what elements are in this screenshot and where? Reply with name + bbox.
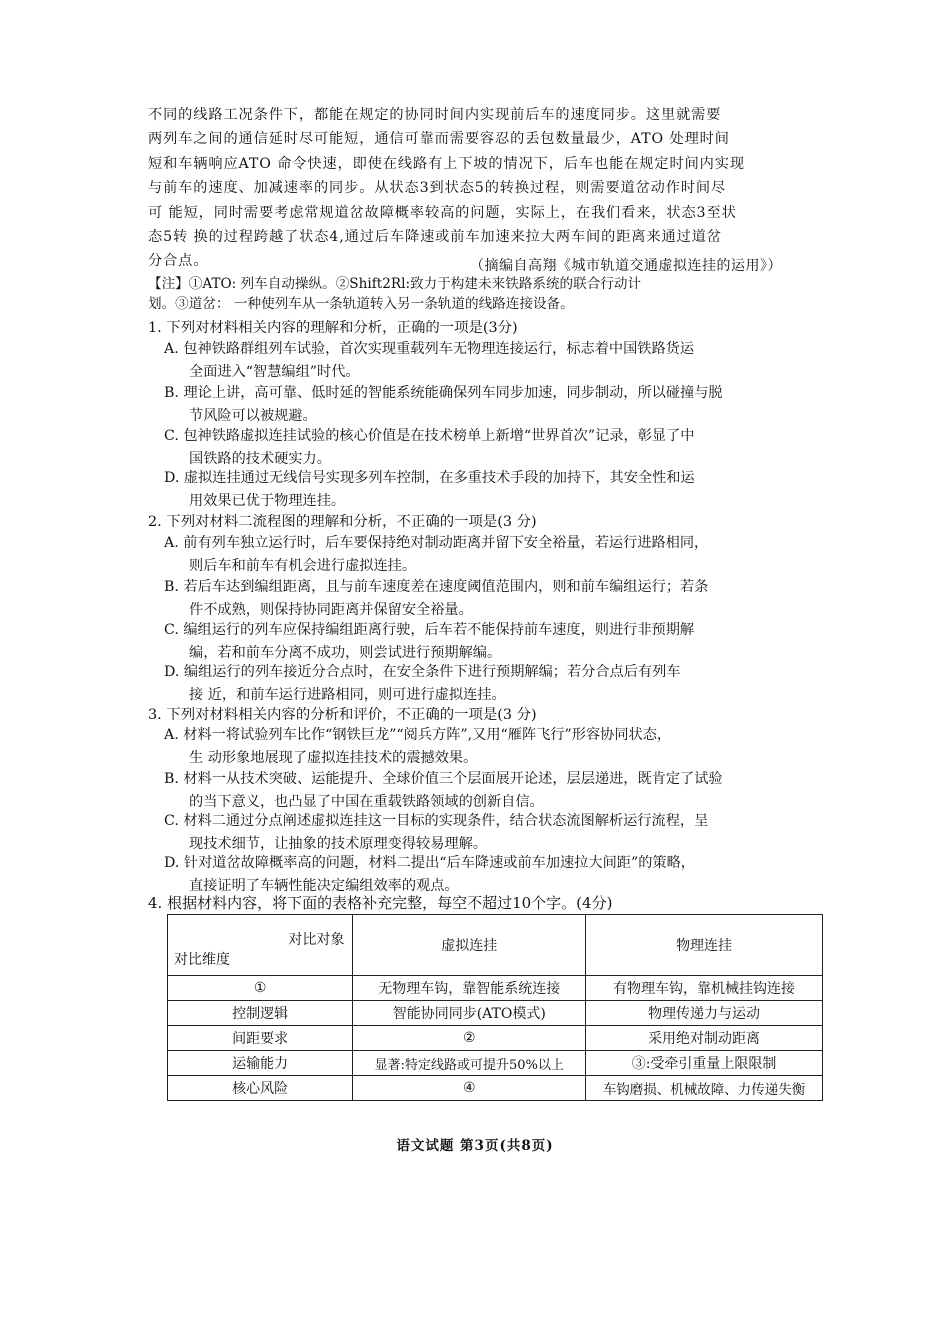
table-cell: 间距要求 bbox=[168, 1026, 353, 1051]
note-line: 【注】①ATO: 列车自动操纵。②Shift2Rl:致力于构建未来铁路系统的联合行动计 bbox=[148, 276, 642, 292]
table-cell: 运输能力 bbox=[168, 1051, 353, 1076]
table-cell: 车钩磨损、机械故障、力传递失衡 bbox=[586, 1076, 823, 1101]
table-cell: 显著:特定线路或可提升50%以上 bbox=[353, 1051, 586, 1076]
source-citation: （摘编自高翔《城市轨道交通虚拟连挂的运用》） bbox=[470, 258, 782, 274]
question-4-stem: 4. 根据材料内容，将下面的表格补充完整，每空不超过10个字。(4分) bbox=[148, 894, 613, 912]
table-cell: 控制逻辑 bbox=[168, 1001, 353, 1026]
table-row bbox=[168, 1076, 823, 1101]
table-cell: ④ bbox=[353, 1076, 586, 1101]
passage-line: 两列车之间的通信延时尽可能短，通信可靠而需要容忍的丢包数量最少，ATO 处理时间 bbox=[148, 131, 730, 148]
question-3-stem: 3. 下列对材料相关内容的分析和评价，不正确的一项是(3 分) bbox=[148, 707, 537, 723]
question-1-option-a: A. 包神铁路群组列车试验，首次实现重载列车无物理连接运行，标志着中国铁路货运 全面进入“智慧编组”时代。 bbox=[164, 341, 695, 380]
question-1-option-b: B. 理论上讲，高可靠、低时延的智能系统能确保列车同步加速，同步制动，所以碰撞与脱 节风险可以被规避。 bbox=[164, 385, 723, 424]
table-cell: ① bbox=[168, 976, 353, 1001]
passage-line: 态5转 换的过程跨越了状态4,通过后车降速或前车加速来拉大两车间的距离来通过道岔 bbox=[148, 229, 722, 246]
passage-line: 不同的线路工况条件下，都能在规定的协同时间内实现前后车的速度同步。这里就需要 bbox=[148, 107, 722, 123]
question-1-option-c: C. 包神铁路虚拟连挂试验的核心价值是在技术榜单上新增“世界首次”记录，彰显了中 国铁路的技术硬实力。 bbox=[164, 428, 695, 467]
table-cell: ② bbox=[353, 1026, 586, 1051]
passage-line: 分合点。 bbox=[148, 253, 209, 270]
question-2-option-a: A. 前有列车独立运行时，后车要保持绝对制动距离并留下安全裕量，若运行进路相同， 则后车和前车有机会进行虚拟连挂。 bbox=[164, 535, 709, 574]
question-2-stem: 2. 下列对材料二流程图的理解和分析，不正确的一项是(3 分) bbox=[148, 514, 537, 530]
note-line: 划。③道岔： 一种使列车从一条轨道转入另一条轨道的线路连接设备。 bbox=[148, 296, 574, 312]
question-3-option-d: D. 针对道岔故障概率高的问题，材料二提出“后车降速或前车加速拉大间距”的策略， 直接证明了车辆性能决定编组效率的观点。 bbox=[164, 855, 695, 894]
table-corner-cell bbox=[168, 915, 353, 976]
corner-bottom-label: 对比维度 bbox=[174, 952, 230, 968]
question-3-option-b: B. 材料一从技术突破、运能提升、全球价值三个层面展开论述，层层递进，既肯定了试验 的当下意义，也凸显了中国在重载铁路领域的创新自信。 bbox=[164, 771, 723, 810]
table-header-row bbox=[168, 915, 823, 976]
passage-line: 与前车的速度、加减速率的同步。从状态3到状态5的转换过程，则需要道岔动作时间尽 bbox=[148, 180, 727, 197]
table-cell: 采用绝对制动距离 bbox=[586, 1026, 823, 1051]
table-row bbox=[168, 976, 823, 1001]
passage-paragraph bbox=[148, 103, 828, 274]
table-cell: 有物理车钩，靠机械挂钩连接 bbox=[586, 976, 823, 1001]
question-2-option-c: C. 编组运行的列车应保持编组距离行驶，后车若不能保持前车速度，则进行非预期解 编，若和前车分离不成功，则尝试进行预期解编。 bbox=[164, 622, 695, 661]
question-2-option-d: D. 编组运行的列车接近分合点时，在安全条件下进行预期解编；若分合点后有列车 接 近，和前车运行进路相同，则可进行虚拟连挂。 bbox=[164, 664, 681, 703]
comparison-table bbox=[167, 914, 823, 1101]
corner-top-label: 对比对象 bbox=[288, 932, 345, 948]
table-row bbox=[168, 1026, 823, 1051]
table-cell: 物理传递力与运动 bbox=[586, 1001, 823, 1026]
question-3-option-a: A. 材料一将试验列车比作“钢铁巨龙”“阅兵方阵”,又用“雁阵飞行”形容协同状态， 生 动形象地展现了虚拟连挂技术的震撼效果。 bbox=[164, 727, 672, 766]
question-2-option-b: B. 若后车达到编组距离，且与前车速度差在速度阈值范围内，则和前车编组运行；若条 件不成熟，则保持协同距离并保留安全裕量。 bbox=[164, 579, 709, 618]
question-3-option-c: C. 材料二通过分点阐述虚拟连挂这一目标的实现条件，结合状态流图解析运行流程，呈 现技术细节，让抽象的技术原理变得较易理解。 bbox=[164, 813, 709, 852]
header-virtual-coupling: 虚拟连挂 bbox=[353, 915, 586, 976]
question-1-stem: 1. 下列对材料相关内容的理解和分析，正确的一项是(3分) bbox=[148, 320, 518, 336]
question-1-option-d: D. 虚拟连挂通过无线信号实现多列车控制，在多重技术手段的加持下，其安全性和运 用效果已优于物理连挂。 bbox=[164, 470, 695, 509]
passage-line: 短和车辆响应ATO 命令快速，即使在线路有上下坡的情况下，后车也能在规定时间内实现 bbox=[148, 155, 745, 172]
passage-line: 可 能短，同时需要考虑常规道岔故障概率较高的问题，实际上，在我们看来，状态3至状 bbox=[148, 204, 737, 221]
table-cell: 智能协同同步(ATO模式) bbox=[353, 1001, 586, 1026]
table-row bbox=[168, 1051, 823, 1076]
annotation-note bbox=[148, 274, 838, 314]
table-cell: 无物理车钩，靠智能系统连接 bbox=[353, 976, 586, 1001]
table-cell: ③:受牵引重量上限限制 bbox=[586, 1051, 823, 1076]
header-physical-coupling: 物理连挂 bbox=[586, 915, 823, 976]
table-cell: 核心风险 bbox=[168, 1076, 353, 1101]
table-row bbox=[168, 1001, 823, 1026]
page-footer: 语文试题 第3页(共8页) bbox=[396, 1138, 554, 1154]
